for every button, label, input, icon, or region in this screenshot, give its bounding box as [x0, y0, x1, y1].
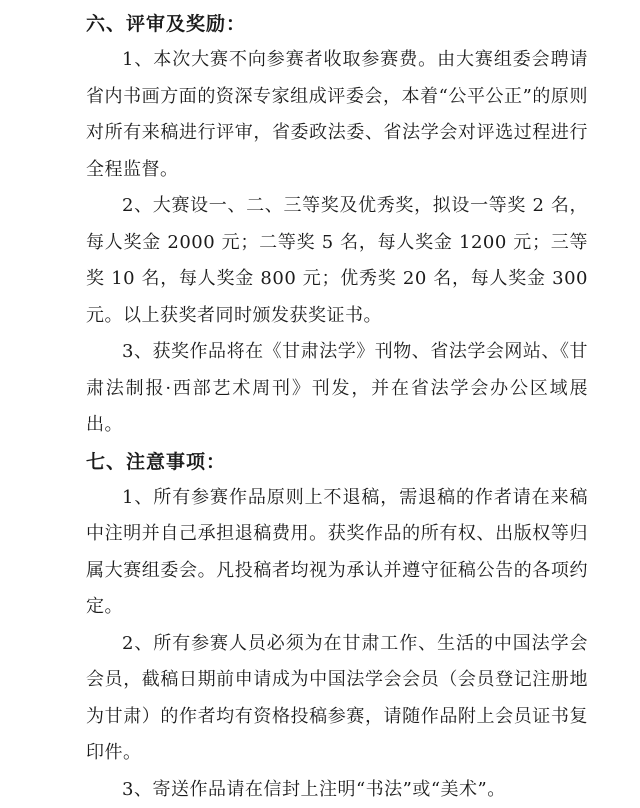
section-6-heading: 六、评审及奖励： [86, 6, 588, 42]
section-7-paragraph-1: 1、所有参赛作品原则上不退稿，需退稿的作者请在来稿中注明并自己承担退稿费用。获奖作品的所有权、出版权等归属大赛组委会。凡投稿者均视为承认并遵守征稿公告的各项约定。 [86, 480, 588, 626]
section-6-paragraph-2: 2、大赛设一、二、三等奖及优秀奖，拟设一等奖 2 名，每人奖金 2000 元；二等奖 5 名，每人奖金 1200 元；三等奖 10 名，每人奖金 800 元；优秀奖 20 名，每人奖金 300 元。以上获奖者同时颁发获奖证书。 [86, 188, 588, 334]
section-6-paragraph-1: 1、本次大赛不向参赛者收取参赛费。由大赛组委会聘请省内书画方面的资深专家组成评委会，本着“公平公正”的原则对所有来稿进行评审，省委政法委、省法学会对评选过程进行全程监督。 [86, 42, 588, 188]
section-7-paragraph-2: 2、所有参赛人员必须为在甘肃工作、生活的中国法学会会员，截稿日期前申请成为中国法学会会员（会员登记注册地为甘肃）的作者均有资格投稿参赛，请随作品附上会员证书复印件。 [86, 626, 588, 772]
section-7-heading: 七、注意事项： [86, 444, 588, 480]
section-6-paragraph-3: 3、获奖作品将在《甘肃法学》刊物、省法学会网站、《甘肃法制报·西部艺术周刊》刊发，并在省法学会办公区域展出。 [86, 334, 588, 444]
section-7-paragraph-3: 3、寄送作品请在信封上注明“书法”或“美术”。 [86, 772, 588, 808]
